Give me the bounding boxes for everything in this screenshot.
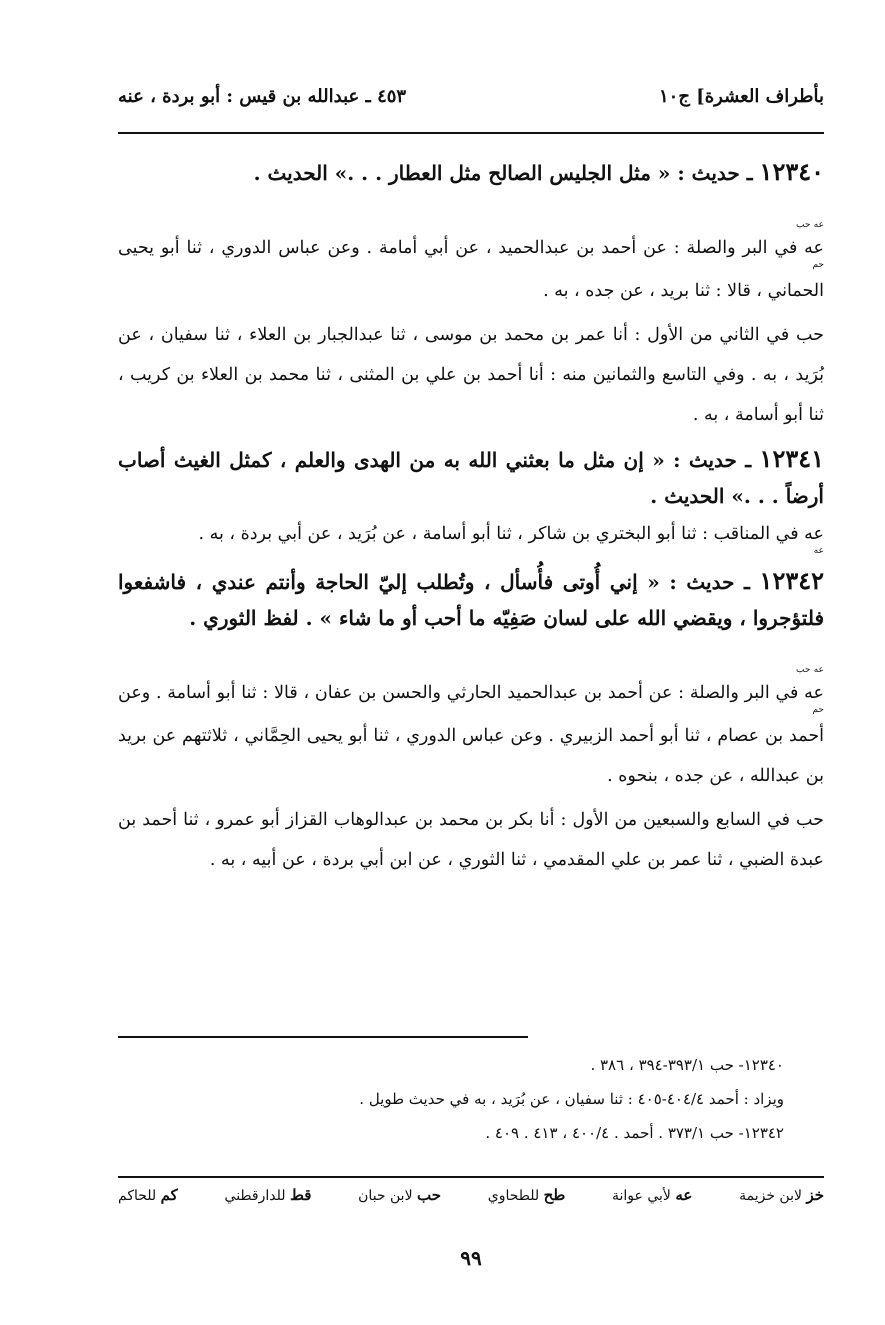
main-text [118,154,824,886]
source-paragraph [118,514,824,557]
header-rule [118,132,824,134]
footnotes [118,1048,784,1150]
abbreviation-item: خز لابن خزيمة [739,1186,824,1204]
hadith-entry [118,441,824,557]
hadith-entry [118,563,824,880]
page [118,80,824,1310]
hadith-text: ـ حديث : « مثل الجليس الصالح مثل العطار . . .» الحديث . [253,161,753,185]
hadith-title [118,563,824,636]
hadith-entry [118,154,824,435]
source-paragraph: حب في السابع والسبعين من الأول : أنا بكر بن محمد بن عبدالوهاب القزاز أبو عمرو ، ثنا أحمد بن عبدة الضبي ، ثنا عمر بن علي المقدمي ، ثنا الثوري ، عن ابن أبي بردة ، عن أبيه ، به . [118,810,824,870]
footnote-rule [118,1036,528,1038]
abbreviations-rule [118,1176,824,1178]
paragraph-text: عه في البر والصلة : عن أحمد بن عبدالحميد الحارثي والحسن بن عفان ، قالا : ثنا أبو أسامة . وعن أحمد بن عصام ، ثنا أبو أحمد الزبيري . وعن عباس الدوري ، ثنا أبو يحيى الحِمَّاني ، ثلاثتهم عن بريد بن عبدالله ، عن جده ، بنحوه . [118,683,824,786]
source-marks: عه حب حم [796,665,824,715]
source-paragraph [118,636,824,796]
hadith-text: ـ حديث : « إني أُوتى فأُسأل ، وتُطلب إليّ الحاجة وأنتم عندي ، فاشفعوا فلتؤجروا ، ويقضي الله على لسان صَفِيّه ما أحب أو ما شاء » . لفظ الثوري . [118,570,824,630]
abbreviation-item: عه لأبي عوانة [612,1186,693,1204]
source-marks: عه حب حم [796,220,824,270]
paragraph-text: عه في المناقب : ثنا أبو البختري بن شاكر ، ثنا أبو أسامة ، عن بُرَيد ، عن أبي بردة ، به . [198,524,824,544]
hadith-text: ـ حديث : « إن مثل ما بعثني الله به من الهدى والعلم ، كمثل الغيث أصاب أرضاً . . .» الحديث . [118,448,824,508]
abbreviation-item: كم للحاكم [118,1186,178,1204]
header-chapter: ٤٥٣ ـ عبدالله بن قيس : أبو بردة ، عنه [118,86,407,107]
abbreviation-item: طح للطحاوي [487,1186,566,1204]
footnote: ١٢٣٤٠- حب ٣٩٣/١-٣٩٤ ، ٣٨٦ . [590,1056,784,1074]
abbreviation-item: قط للدارقطني [224,1186,312,1204]
header-book-title: بأطراف العشرة] ج١٠ [658,86,824,107]
source-paragraph [118,191,824,311]
abbreviation-item: حب لابن حبان [358,1186,442,1204]
footnote: ويزاد : أحمد ٤٠٤/٤-٤٠٥ : ثنا سفيان ، عن بُرَيد ، به في حديث طويل . [359,1090,784,1108]
hadith-number: ١٢٣٤٢ [759,566,824,595]
abbreviations-key [118,1186,824,1204]
hadith-title [118,154,824,191]
source-marks: عه [813,546,824,556]
hadith-number: ١٢٣٤٠ [759,157,824,186]
paragraph-text: عه في البر والصلة : عن أحمد بن عبدالحميد ، عن أبي أمامة . وعن عباس الدوري ، ثنا أبو يحيى الحماني ، قالا : ثنا بريد ، عن جده ، به . [118,238,824,301]
running-header [118,80,824,124]
footnote: ١٢٣٤٢- حب ٣٧٣/١ . أحمد . ٤٠٠/٤ ، ٤١٣ . ٤٠٩ . [485,1124,784,1142]
hadith-title [118,441,824,514]
source-paragraph: حب في الثاني من الأول : أنا عمر بن محمد بن موسى ، ثنا عبدالجبار بن العلاء ، ثنا سفيان ، عن بُرَيد ، به . وفي التاسع والثمانين منه : أنا أحمد بن علي بن المثنى ، ثنا محمد بن العلاء بن كريب ، ثنا أبو أسامة ، به . [118,325,824,425]
hadith-number: ١٢٣٤١ [759,444,824,473]
page-number: ٩٩ [460,1246,482,1270]
